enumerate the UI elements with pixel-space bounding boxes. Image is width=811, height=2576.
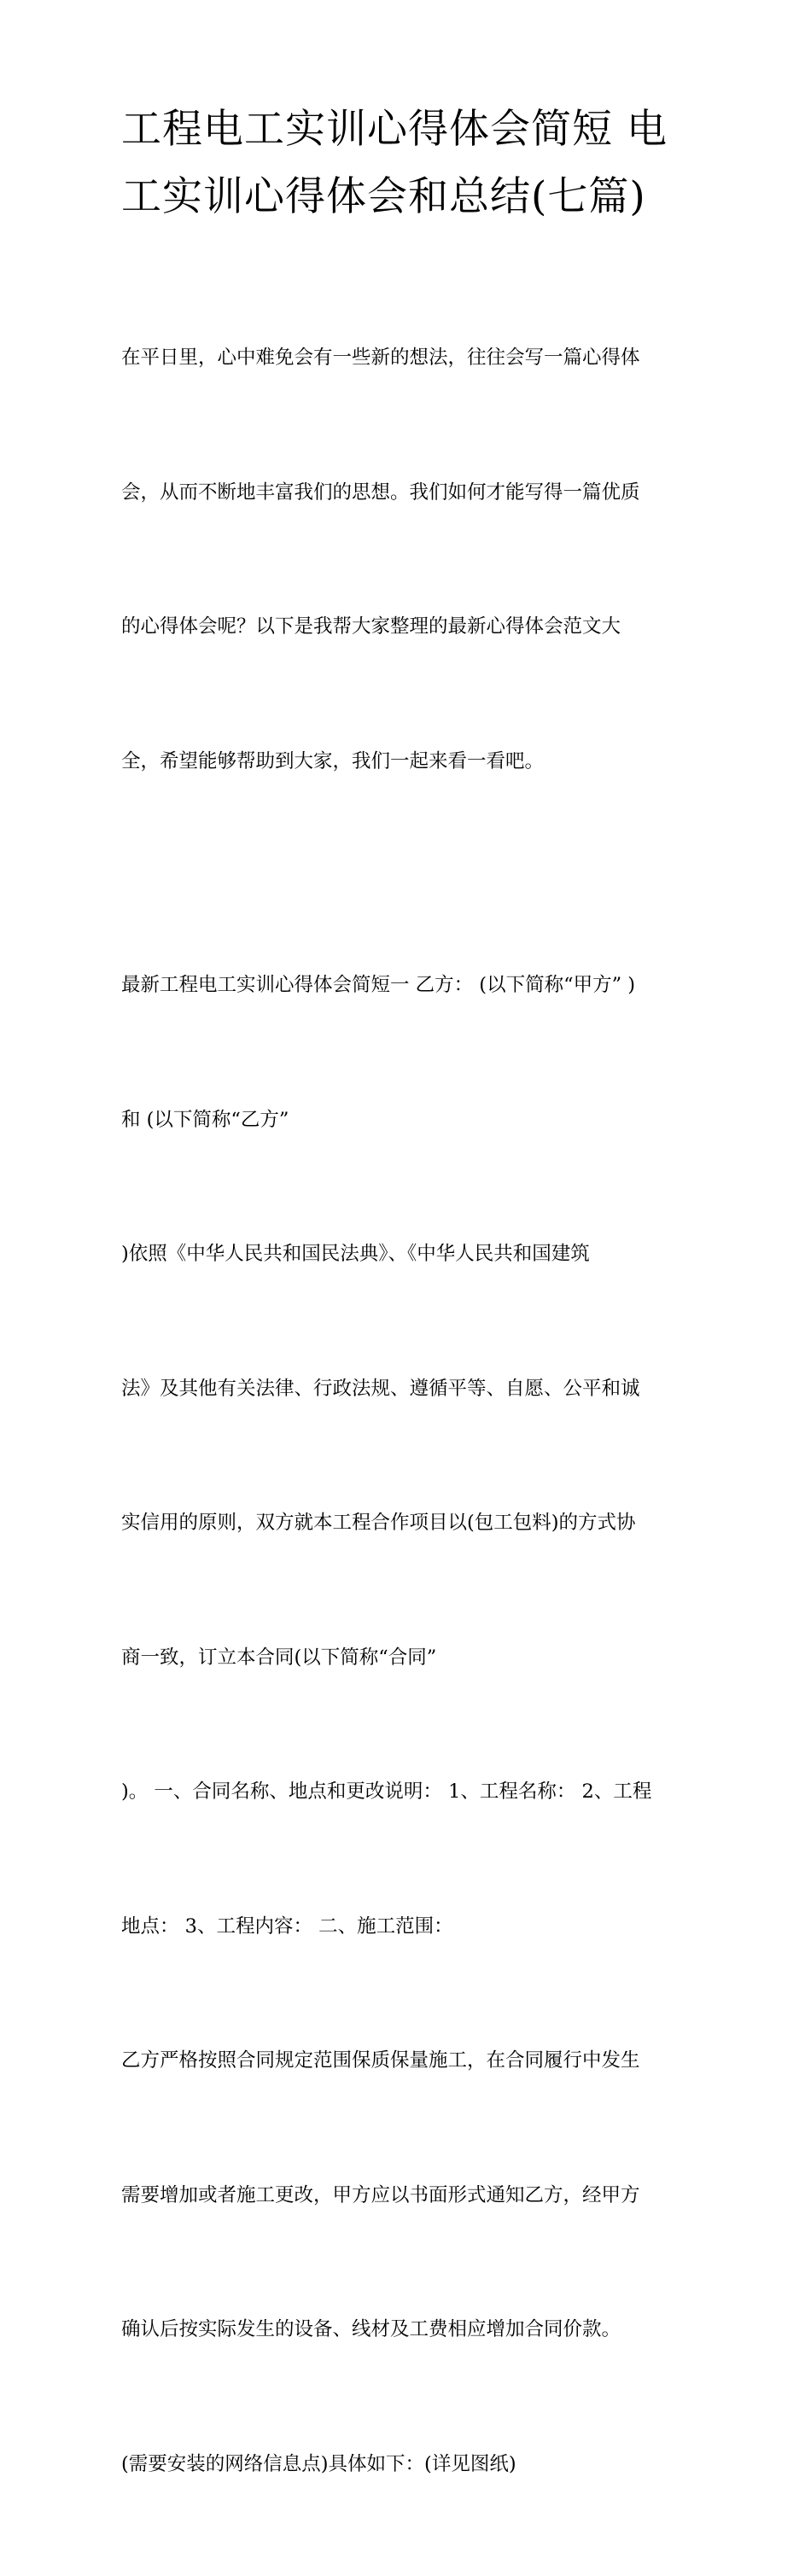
body-line: 地点： 3、工程内容： 二、施工范围： [121, 1915, 453, 1938]
body-line: (需要安装的网络信息点)具体如下：(详见图纸) [121, 2452, 516, 2475]
intro-line: 会，从而不断地丰富我们的思想。我们如何才能写得一篇优质 [121, 481, 640, 504]
body-line: 和 (以下简称“乙方” [121, 1108, 289, 1131]
body-line: 商一致，订立本合同(以下简称“合同” [121, 1646, 437, 1669]
intro-paragraph [121, 246, 695, 873]
body-line: )依照《中华人民共和国民法典》、《中华人民共和国建筑 [121, 1243, 590, 1265]
document-page [121, 96, 695, 2576]
intro-line: 全，希望能够帮助到大家，我们一起来看一看吧。 [121, 749, 545, 772]
intro-line: 在平日里，心中难免会有一些新的想法，往往会写一篇心得体 [121, 347, 640, 369]
body-line: 法》及其他有关法律、行政法规、遵循平等、自愿、公平和诚 [121, 1377, 640, 1400]
body-line: 需要增加或者施工更改，甲方应以书面形式通知乙方，经甲方 [121, 2183, 640, 2206]
contract-body [121, 873, 695, 2576]
body-line: 最新工程电工实训心得体会简短一 乙方： (以下简称“甲方” ) [121, 974, 636, 996]
body-line: 确认后按实际发生的设备、线材及工费相应增加合同价款。 [121, 2318, 621, 2340]
body-line: )。 一、合同名称、地点和更改说明： 1、工程名称： 2、工程 [121, 1780, 652, 1803]
title-line: 工实训心得体会和总结(七篇) [121, 173, 646, 220]
body-line: 实信用的原则，双方就本工程合作项目以(包工包料)的方式协 [121, 1512, 636, 1534]
document-title [121, 96, 695, 230]
body-line: 乙方严格按照合同规定范围保质保量施工，在合同履行中发生 [121, 2049, 640, 2072]
title-line: 工程电工实训心得体会简短 电 [121, 106, 668, 153]
intro-line: 的心得体会呢？以下是我帮大家整理的最新心得体会范文大 [121, 615, 621, 638]
